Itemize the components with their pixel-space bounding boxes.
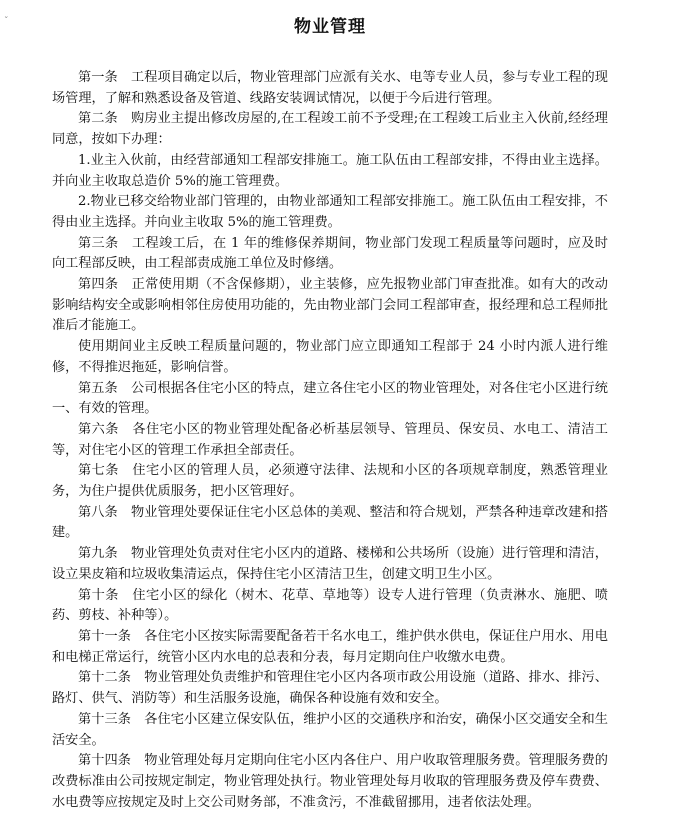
article-13-paragraph: 第十三条 各住宅小区建立保安队伍，维护小区的交通秩序和治安，确保小区交通安全和生活安全。 [52,711,608,748]
document-title: 物业管理 [294,17,366,37]
article-3-paragraph: 第三条 工程竣工后，在 1 年的维修保养期间，物业部门发现工程质量等问题时，应及时向工程部反映，由工程部责成施工单位及时修缮。 [52,235,608,272]
corner-mark: ˇ [4,17,9,27]
article-2-item-1-paragraph: 1.业主入伙前，由经营部通知工程部安排施工。施工队伍由工程部安排，不得由业主选择。并向业主收取总造价 5%的施工管理费。 [52,152,608,189]
document-body [52,68,608,813]
article-10-paragraph: 第十条 住宅小区的绿化（树木、花草、草地等）设专人进行管理（负责淋水、施肥、喷药、剪枝、补种等）。 [52,587,608,624]
article-6-paragraph: 第六条 各住宅小区的物业管理处配备必析基层领导、管理员、保安员、水电工、清洁工等，对住宅小区的管理工作承担全部责任。 [52,421,608,458]
article-12-paragraph: 第十二条 物业管理处负责维护和管理住宅小区内各项市政公用设施（道路、排水、排污、路灯、供气、消防等）和生活服务设施，确保各种设施有效和安全。 [52,670,608,707]
article-2-item-2-paragraph: 2.物业已移交给物业部门管理的，由物业部通知工程部安排施工。施工队伍由工程安排，不得由业主选择。并向业主收取 5%的施工管理费。 [52,194,608,230]
article-1-paragraph: 第一条 工程项目确定以后，物业管理部门应派有关水、电等专业人员，参与专业工程的现场管理，了解和熟悉设备及管道、线路安装调试情况，以便于今后进行管理。 [52,70,608,106]
article-4-paragraph: 第四条 正常使用期（不含保修期），业主装修，应先报物业部门审查批准。如有大的改动影响结构安全或影响相邻住房使用功能的，先由物业部门会同工程部审查，报经理和总工程师批准后才能施工。 [52,277,608,334]
article-2-paragraph: 第二条 购房业主提出修改房屋的,在工程竣工前不予受理;在工程竣工后业主入伙前,经经理同意，按如下办理： [52,111,608,148]
article-14-paragraph: 第十四条 物业管理处每月定期向住宅小区内各住户、用户收取管理服务费。管理服务费的改费标准由公司按规定制定，物业管理处执行。物业管理处每月收取的管理服务费及停车费费、水电费等应按规定及时上交公司财务部，不准贪污，不准截留挪用，违者依法处理。 [52,753,608,810]
article-7-paragraph: 第七条 住宅小区的管理人员，必须遵守法律、法规和小区的各项规章制度，熟悉管理业务，为住户提供优质服务，把小区管理好。 [52,463,608,500]
article-4-continuation-paragraph: 使用期间业主反映工程质量问题的，物业部门应立即通知工程部于 24 小时内派人进行维修，不得推迟拖延，影响信誉。 [52,339,608,375]
article-8-paragraph: 第八条 物业管理处要保证住宅小区总体的美观、整洁和符合规划，严禁各种违章改建和搭建。 [52,504,608,541]
article-11-paragraph: 第十一条 各住宅小区按实际需要配备若干名水电工，维护供水供电，保证住户用水、用电和电梯正常运行，统管小区内水电的总表和分表，每月定期向住户收缴水电费。 [52,628,608,665]
article-9-paragraph: 第九条 物业管理处负责对住宅小区内的道路、楼梯和公共场所（设施）进行管理和清洁，设立果皮箱和垃圾收集清运点，保持住宅小区清洁卫生，创建文明卫生小区。 [52,546,608,582]
document-page [52,14,608,813]
article-5-paragraph: 第五条 公司根据各住宅小区的特点，建立各住宅小区的物业管理处，对各住宅小区进行统一、有效的管理。 [52,380,608,417]
